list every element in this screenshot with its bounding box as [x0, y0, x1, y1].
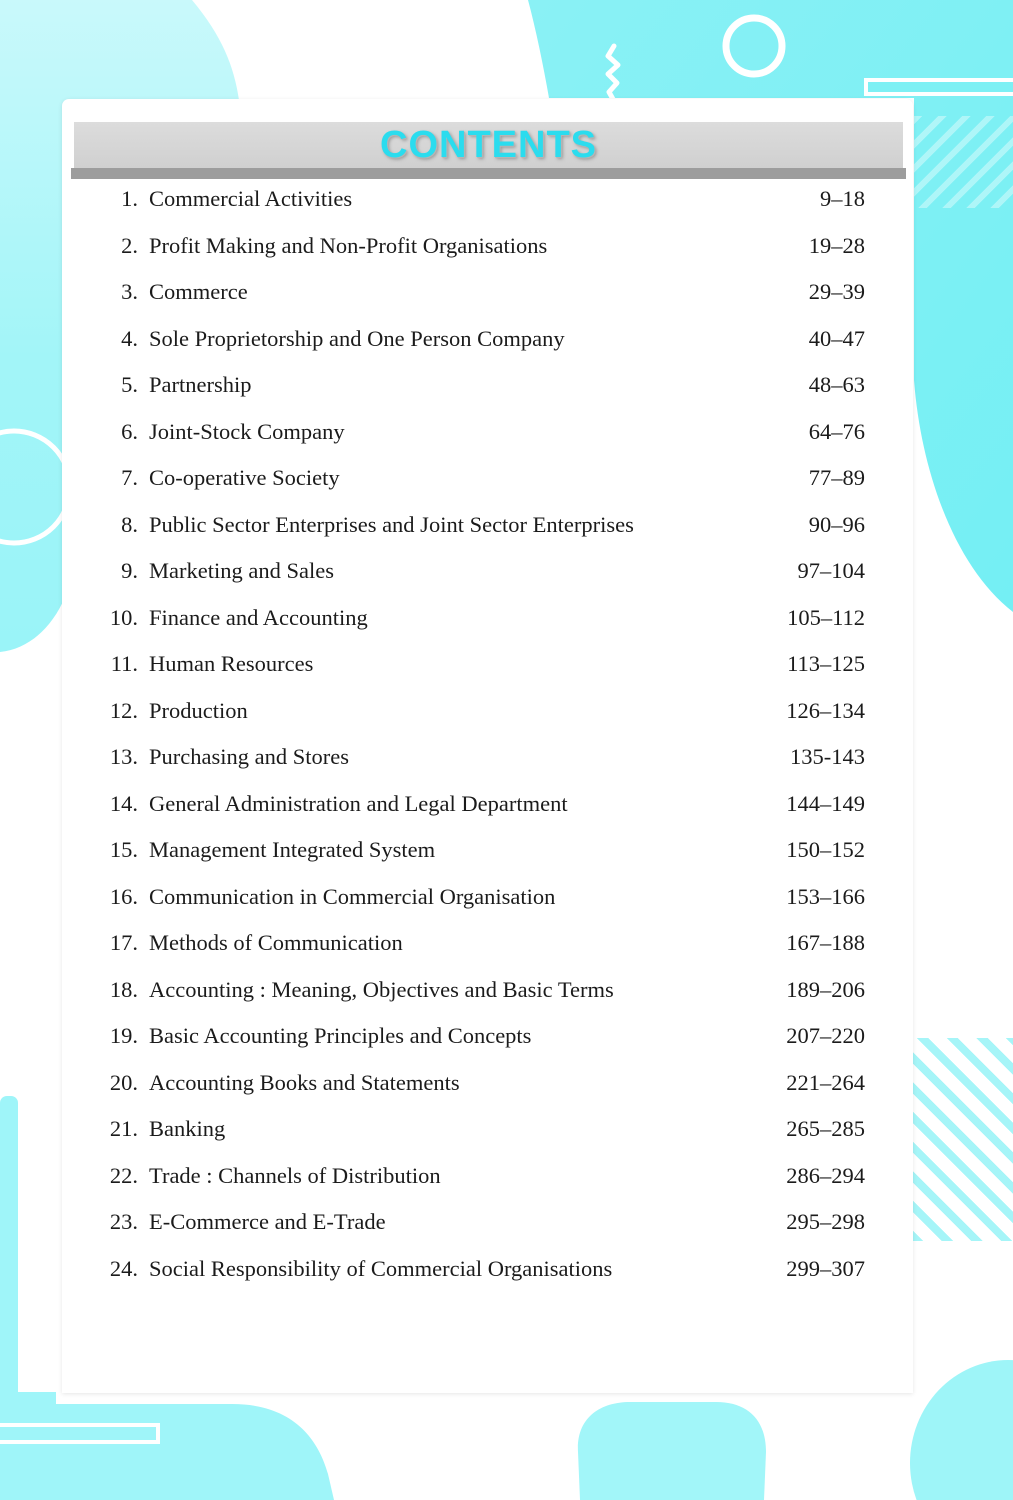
toc-item-pages: 40–47	[808, 325, 865, 351]
toc-row	[62, 1199, 913, 1246]
toc-item-title: Public Sector Enterprises and Joint Sector Enterprises	[149, 511, 634, 537]
toc-item-pages: 19–28	[808, 232, 865, 258]
toc-item-number: 4.	[121, 325, 138, 351]
toc-item-number: 6.	[121, 418, 138, 444]
toc-row	[62, 641, 913, 688]
toc-item-pages: 221–264	[786, 1069, 865, 1095]
toc-item-pages: 286–294	[786, 1162, 865, 1188]
toc-item-title: Communication in Commercial Organisation	[149, 883, 556, 909]
toc-item-pages: 105–112	[787, 604, 865, 630]
toc-row	[62, 967, 913, 1014]
toc-row	[62, 316, 913, 363]
toc-item-number: 18.	[109, 976, 138, 1002]
toc-item-number: 7.	[121, 465, 138, 491]
toc-item-number: 2.	[121, 232, 138, 258]
toc-item-number: 23.	[109, 1209, 138, 1235]
toc-item-number: 12.	[109, 697, 138, 723]
toc-row	[62, 874, 913, 921]
toc-item-title: Basic Accounting Principles and Concepts	[149, 1023, 532, 1049]
content-card	[62, 99, 913, 1393]
toc-item-number: 9.	[121, 558, 138, 584]
toc-item-pages: 144–149	[786, 790, 865, 816]
diagonal-stripes-bottom-right	[912, 1038, 1013, 1241]
bottom-center-cyan-blob	[578, 1402, 766, 1500]
toc-list	[62, 176, 913, 1292]
toc-item-number: 15.	[109, 837, 138, 863]
toc-item-pages: 167–188	[786, 930, 865, 956]
toc-item-title: Profit Making and Non-Profit Organisations	[149, 232, 548, 258]
toc-item-pages: 126–134	[786, 697, 865, 723]
toc-row	[62, 1060, 913, 1107]
toc-item-title: Commercial Activities	[149, 186, 353, 212]
toc-row	[62, 548, 913, 595]
toc-row	[62, 1246, 913, 1293]
toc-item-number: 8.	[121, 511, 138, 537]
toc-item-pages: 48–63	[808, 372, 865, 398]
toc-item-title: Human Resources	[149, 651, 314, 677]
toc-item-number: 20.	[109, 1069, 138, 1095]
toc-item-number: 14.	[109, 790, 138, 816]
toc-row	[62, 269, 913, 316]
toc-item-title: Co-operative Society	[149, 465, 340, 491]
toc-item-title: Commerce	[149, 279, 248, 305]
toc-item-pages: 295–298	[786, 1209, 865, 1235]
toc-item-pages: 77–89	[808, 465, 865, 491]
toc-row	[62, 734, 913, 781]
toc-item-title: Accounting Books and Statements	[149, 1069, 460, 1095]
toc-item-title: Partnership	[149, 372, 252, 398]
toc-item-pages: 189–206	[786, 976, 865, 1002]
toc-item-pages: 265–285	[786, 1116, 865, 1142]
toc-item-pages: 113–125	[787, 651, 865, 677]
toc-item-number: 11.	[110, 651, 138, 677]
toc-item-pages: 64–76	[808, 418, 865, 444]
toc-item-title: Banking	[149, 1116, 226, 1142]
toc-item-number: 16.	[109, 883, 138, 909]
toc-item-number: 17.	[109, 930, 138, 956]
toc-item-pages: 150–152	[786, 837, 865, 863]
diagonal-stripes-top-right	[914, 116, 1013, 208]
bottom-left-cyan-blob	[0, 1392, 334, 1500]
toc-item-title: Methods of Communication	[149, 930, 403, 956]
toc-item-title: Social Responsibility of Commercial Organisations	[149, 1255, 613, 1281]
toc-item-pages: 90–96	[808, 511, 865, 537]
toc-row	[62, 502, 913, 549]
toc-item-title: Marketing and Sales	[149, 558, 334, 584]
toc-item-number: 5.	[121, 372, 138, 398]
toc-row	[62, 176, 913, 223]
toc-item-title: Purchasing and Stores	[149, 744, 349, 770]
toc-item-pages: 207–220	[786, 1023, 865, 1049]
contents-header-bar	[74, 122, 903, 168]
toc-row	[62, 1106, 913, 1153]
toc-row	[62, 362, 913, 409]
toc-item-title: Trade : Channels of Distribution	[149, 1162, 441, 1188]
toc-item-number: 13.	[109, 744, 138, 770]
toc-row	[62, 409, 913, 456]
page-title: CONTENTS	[380, 124, 597, 166]
toc-item-pages: 9–18	[820, 186, 865, 212]
bottom-left-outlined-bar	[0, 1425, 158, 1442]
toc-item-number: 22.	[109, 1162, 138, 1188]
toc-item-pages: 153–166	[786, 883, 865, 909]
toc-item-pages: 299–307	[786, 1255, 865, 1281]
toc-item-title: E-Commerce and E-Trade	[149, 1209, 386, 1235]
bottom-right-cyan-ellipse	[910, 1360, 1013, 1500]
toc-item-number: 19.	[109, 1023, 138, 1049]
toc-row	[62, 1153, 913, 1200]
toc-item-pages: 97–104	[797, 558, 865, 584]
toc-item-title: Sole Proprietorship and One Person Company	[149, 325, 565, 351]
toc-item-number: 21.	[109, 1116, 138, 1142]
toc-item-title: Accounting : Meaning, Objectives and Basic Terms	[149, 976, 614, 1002]
toc-item-title: Finance and Accounting	[149, 604, 368, 630]
toc-item-title: Production	[149, 697, 248, 723]
toc-item-pages: 29–39	[808, 279, 865, 305]
bottom-left-dot-icon	[31, 1339, 63, 1371]
toc-item-pages: 135-143	[790, 744, 865, 770]
toc-item-title: Joint-Stock Company	[149, 418, 345, 444]
toc-row	[62, 1013, 913, 1060]
toc-row	[62, 455, 913, 502]
toc-row	[62, 223, 913, 270]
toc-row	[62, 688, 913, 735]
toc-item-number: 24.	[109, 1255, 138, 1281]
toc-row	[62, 781, 913, 828]
toc-row	[62, 920, 913, 967]
toc-row	[62, 595, 913, 642]
toc-item-number: 1.	[121, 186, 138, 212]
toc-item-title: General Administration and Legal Department	[149, 790, 568, 816]
toc-row	[62, 827, 913, 874]
toc-item-title: Management Integrated System	[149, 837, 436, 863]
top-right-outlined-bar	[866, 80, 1013, 94]
toc-item-number: 3.	[121, 279, 138, 305]
toc-item-number: 10.	[109, 604, 138, 630]
